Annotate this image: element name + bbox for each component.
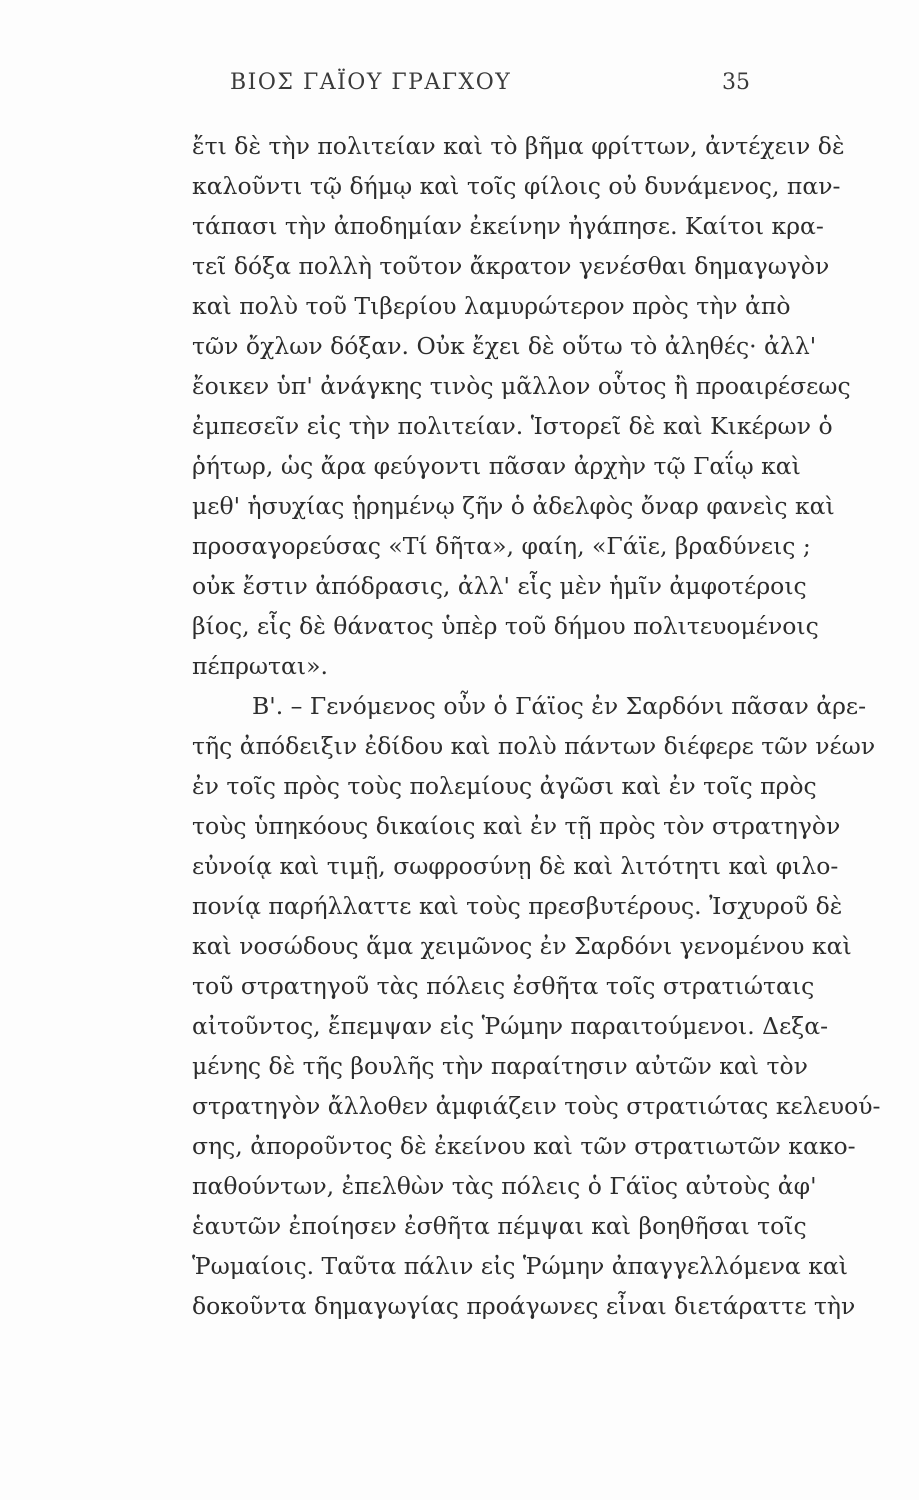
text-line: οὐκ ἔστιν ἀπόδρασις, ἀλλ' εἷς μὲν ἡμῖν ἀμφοτέροις — [192, 572, 807, 600]
text-line: καὶ νοσώδους ἅμα χειμῶνος ἐν Σαρδόνι γενομένου καὶ — [192, 932, 852, 960]
text-line: τοῦ στρατηγοῦ τὰς πόλεις ἐσθῆτα τοῖς στρατιώταις — [192, 972, 815, 1000]
text-line: δοκοῦντα δημαγωγίας προάγωνες εἶναι διετάραττε τὴν — [192, 1292, 856, 1320]
paragraph-end-line: πέπρωται». — [192, 652, 328, 680]
text-line: σης, ἀπορoῦντος δὲ ἐκείνου καὶ τῶν στρατιωτῶν κακο- — [192, 1132, 856, 1160]
text-line: τεῖ δόξα πολλὴ τοῦτον ἄκρατον γενέσθαι δημαγωγὸν — [192, 252, 830, 280]
page-number: 35 — [722, 70, 750, 95]
text-line: ἔοικεν ὑπ' ἀνάγκης τινὸς μᾶλλον οὗτος ἢ προαιρέσεως — [192, 372, 851, 400]
body-text — [192, 126, 881, 1326]
text-line: προσαγορεύσας «Τί δῆτα», φαίη, «Γάϊε, βραδύνεις ; — [192, 532, 811, 560]
text-line: καλοῦντι τῷ δήμῳ καὶ τοῖς φίλοις οὐ δυνάμενος, παν- — [192, 172, 841, 200]
text-line: Ῥωμαίοις. Ταῦτα πάλιν εἰς Ῥώμην ἀπαγγελλόμενα καὶ — [192, 1252, 848, 1280]
running-title: ΒΙΟΣ ΓΑΪΟΥ ΓΡΑΓΧΟΥ — [230, 70, 512, 95]
text-line: τάπασι τὴν ἀποδημίαν ἐκείνην ἠγάπησε. Καίτοι κρα- — [192, 212, 824, 240]
text-line: ῥήτωρ, ὡς ἄρα φεύγοντι πᾶσαν ἀρχὴν τῷ Γαΐῳ καὶ — [192, 452, 801, 480]
text-line: στρατηγὸν ἄλλοθεν ἀμφιάζειν τοὺς στρατιώτας κελευού- — [192, 1092, 881, 1120]
text-line: τοὺς ὑπηκόους δικαίοις καὶ ἐν τῇ πρὸς τὸν στρατηγὸν — [192, 812, 841, 840]
text-line: βίος, εἷς δὲ θάνατος ὑπὲρ τοῦ δήμου πολιτευομένοις — [192, 612, 819, 640]
text-line: ἔτι δὲ τὴν πολιτείαν καὶ τὸ βῆμα φρίττων, ἀντέχειν δὲ — [192, 132, 845, 160]
text-line: αἰτοῦντος, ἔπεμψαν εἰς Ῥώμην παραιτούμενοι. Δεξα- — [192, 1012, 829, 1040]
text-line: τῆς ἀπόδειξιν ἐδίδου καὶ πολὺ πάντων διέφερε τῶν νέων — [192, 732, 876, 760]
text-line: καὶ πολὺ τοῦ Τιβερίου λαμυρώτερον πρὸς τὴν ἀπὸ — [192, 292, 791, 320]
section-heading-line: Β'. – Γενόμενος οὖν ὁ Γάϊος ἐν Σαρδόνι πᾶσαν ἀρε- — [252, 692, 867, 720]
page-header — [190, 70, 750, 110]
text-line: ἐμπεσεῖν εἰς τὴν πολιτείαν. Ἱστορεῖ δὲ καὶ Κικέρων ὁ — [192, 412, 833, 440]
text-line: ἑαυτῶν ἐποίησεν ἐσθῆτα πέμψαι καὶ βοηθῆσαι τοῖς — [192, 1212, 807, 1240]
text-line: τῶν ὄχλων δόξαν. Οὐκ ἔχει δὲ οὕτω τὸ ἀληθές· ἀλλ' — [192, 332, 817, 360]
text-line: εὐνοίᾳ καὶ τιμῇ, σωφροσύνῃ δὲ καὶ λιτότητι καὶ φιλο- — [192, 852, 839, 880]
text-line: μένης δὲ τῆς βουλῆς τὴν παραίτησιν αὐτῶν καὶ τὸν — [192, 1052, 808, 1080]
text-line: παθούντων, ἐπελθὼν τὰς πόλεις ὁ Γάϊος αὐτοὺς ἀφ' — [192, 1172, 817, 1200]
text-line: πονίᾳ παρήλλαττε καὶ τοὺς πρεσβυτέρους. Ἰσχυροῦ δὲ — [192, 892, 843, 920]
text-line: μεθ' ἡσυχίας ᾑρημένῳ ζῆν ὁ ἀδελφὸς ὄναρ φανεὶς καὶ — [192, 492, 835, 520]
text-line: ἐν τοῖς πρὸς τοὺς πολεμίους ἀγῶσι καὶ ἐν τοῖς πρὸς — [192, 772, 817, 800]
